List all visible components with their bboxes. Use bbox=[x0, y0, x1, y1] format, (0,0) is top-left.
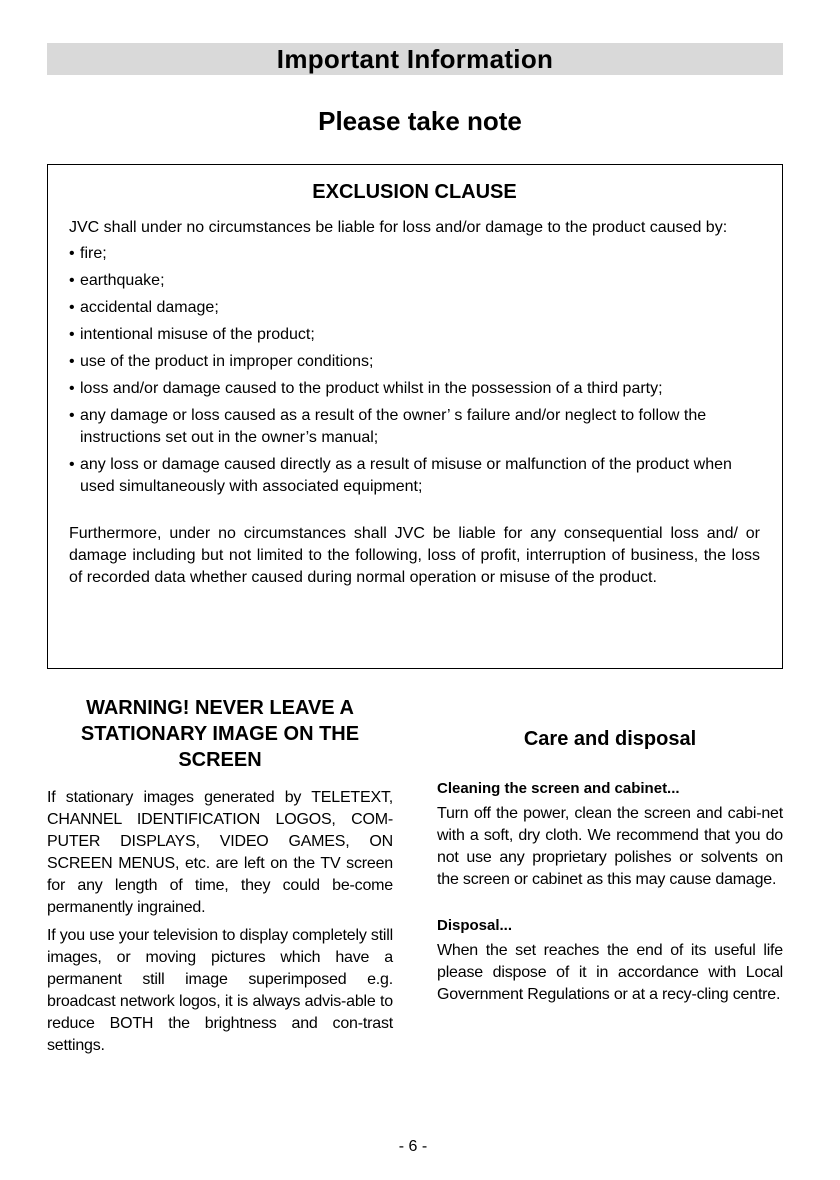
bullet-icon: • bbox=[69, 380, 75, 397]
exclusion-clause-title: EXCLUSION CLAUSE bbox=[312, 181, 517, 203]
exclusion-item: • use of the product in improper conditions; bbox=[69, 351, 760, 373]
warning-paragraph-1: If stationary images generated by TELETEXT, CHANNEL IDENTIFICATION LOGOS, COM-PUTER DISPLAYS, VIDEO GAMES, ON SCREEN MENUS, etc. are left on the TV screen for any length of time, they could be-come permanently ingrained. bbox=[47, 789, 393, 916]
care-title: Care and disposal bbox=[523, 728, 697, 750]
bullet-icon: • bbox=[69, 299, 75, 316]
bullet-icon: • bbox=[69, 272, 75, 289]
bullet-icon: • bbox=[69, 407, 75, 424]
exclusion-intro: JVC shall under no circumstances be liable for loss and/or damage to the product caused by: bbox=[69, 219, 728, 236]
page-title: Important Information bbox=[276, 43, 554, 74]
care-column bbox=[437, 695, 783, 1012]
exclusion-item: • intentional misuse of the product; bbox=[69, 324, 760, 346]
exclusion-item: • fire; bbox=[69, 243, 760, 265]
exclusion-item: • any loss or damage caused directly as a result of misuse or malfunction of the product when used simultaneously with associated equipment; bbox=[69, 456, 732, 495]
page-subtitle: Please take note bbox=[318, 106, 522, 136]
exclusion-clause-box bbox=[47, 164, 783, 669]
warning-paragraph-2: If you use your television to display completely still images, or moving pictures which have a permanent still image superimposed e.g. broadcast network logos, it is always advis-able to reduce BOTH the brightness and con-trast settings. bbox=[47, 927, 393, 1054]
bullet-icon: • bbox=[69, 245, 75, 262]
exclusion-item: • accidental damage; bbox=[69, 297, 760, 319]
page-number: - 6 - bbox=[398, 1138, 428, 1155]
exclusion-furthermore: Furthermore, under no circumstances shall JVC be liable for any consequential loss and/ or damage including but not limited to the following, loss of profit, interruption of business, the loss of recorded data whether caused during normal operation or misuse of the product. bbox=[69, 525, 760, 586]
exclusion-item: • earthquake; bbox=[69, 270, 760, 292]
bullet-icon: • bbox=[69, 456, 75, 473]
exclusion-list bbox=[69, 243, 760, 498]
disposal-text: When the set reaches the end of its useful life please dispose of it in accordance with Local Government Regulations or at a recy-cling centre. bbox=[437, 942, 783, 1003]
header-band bbox=[47, 43, 783, 75]
warning-column bbox=[47, 695, 393, 1063]
disposal-heading: Disposal... bbox=[437, 917, 513, 934]
bullet-icon: • bbox=[69, 326, 75, 343]
exclusion-item: • loss and/or damage caused to the product whilst in the possession of a third party; bbox=[69, 378, 760, 400]
cleaning-heading: Cleaning the screen and cabinet... bbox=[437, 780, 680, 797]
cleaning-text: Turn off the power, clean the screen and cabi-net with a soft, dry cloth. We recommend that you do not use any proprietary polishes or solvents on the screen or cabinet as this may cause damage. bbox=[437, 805, 783, 888]
warning-title: WARNING! NEVER LEAVE A STATIONARY IMAGE ON THE SCREEN bbox=[80, 697, 360, 771]
bullet-icon: • bbox=[69, 353, 75, 370]
exclusion-item: • any damage or loss caused as a result of the owner’ s failure and/or neglect to follow the instructions set out in the owner’s manual; bbox=[69, 407, 707, 446]
